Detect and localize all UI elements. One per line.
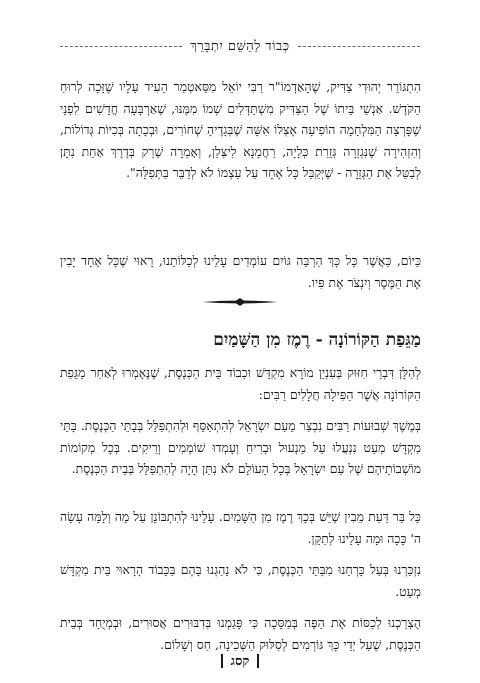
header-rule-right xyxy=(298,46,420,47)
page-footer xyxy=(0,650,480,672)
running-header xyxy=(60,38,420,54)
paragraph-lesson: כַּיּוֹם, כַּאֲשֶׁר כָּל כָּךְ הַרְבֵּה גּוֹיִם עוֹמְדִים עָלֵינוּ לְכַלּוֹתֵנוּ, רָאוּי שֶׁכָּל אֶחָד יָבִין אֶת הַמֶּסֶר וְיִנְצֹר אֶת פִּיו. xyxy=(60,253,421,290)
footer-bar-right xyxy=(257,654,259,668)
paragraph-masks: הֻצְרַכְנוּ לְכַסּוֹת אֶת הַפֶּה בְּמַסֵּכָה כִּי פָּגַמְנוּ בְּדִבּוּרִים אֲסוּרִים, וּבְמְיֻחָד בְּבֵית הַכְּנֶסֶת, שֶׁעַל יְדֵי כָּךְ גּוֹרְמִים לְסִלּוּק הַשְּׁכִינָה, חַס וְשָׁלוֹם. xyxy=(60,615,421,652)
running-title: כְּבוֹד לַהַשֵּׁם יִתְבָּרֵךְ xyxy=(190,39,290,54)
page-number: קסג xyxy=(230,654,250,669)
paragraph-intro: לְהַלָּן דִּבְרֵי חִזּוּק בְּעִנְיַן מוֹרָא מִקְדָּשׁ וּכְבוֹד בֵּית הַכְּנֶסֶת, שֶׁנֶּאֶמְרוּ לְאַחַר מַגֵּפַת הַקּוֹרוֹנָה אֲשֶׁר הַפִּילָה חֲלָלִים רַבִּים: xyxy=(60,365,421,402)
footer-bar-left xyxy=(221,654,223,668)
paragraph-story: הִתְגּוֹרֵר יְהוּדִי צַדִּיק, שֶׁהָאַדְמוֹ"ר רַבִּי יוֹאֵל מִסַּאטְמַר הֵעִיד עָלָיו שֶׁזָּכָה לְרוּחַ הַקֹּדֶשׁ. אַנְשֵׁי בֵּיתוֹ שֶׁל הַצַּדִּיק מִשְׁתַּדְּלִים שְׁמוֹ מִמֶּנּוּ, שֶׁאַרְבָּעָה חֳדָשִׁים לִפְנֵי שֶׁפָּרְצָה הַמִּלְחָמָה הוֹפִיעָה אֶצְלוֹ אִשָּׁה שֶׁבְּגָדֶיהָ שְׁחוֹרִים, וּבְכָתָה בְּכִיּוֹת גְּדוֹלוֹת, וְהִזְהִירָה שֶׁנִּגְזְרָה גְּזֵרַת כְּלָיָה, רַחֲמָנָא לִיצְּלַן, וְאָמְרָה שֶׁרַק בְּדֶרֶךְ אַחַת נִתָּן לְבַטֵּל אֶת הַגְּזֵרָה - שֶׁיְּקַבֵּל כָּל אֶחָד עַל עַצְמוֹ לֹא לְדַבֵּר בַּתְּפִלָּה". xyxy=(60,79,421,181)
paragraph-respect: נִזְכַּרְנוּ בְּעַל כָּרְחֵנוּ מִבָּתֵּי הַכְּנֶסֶת, כִּי לֹא נָהַגְנוּ בָּהֶם בַּכָּבוֹד הָרָאוּי בֵּית מִקְדָּשׁ מְעַט. xyxy=(60,562,421,599)
section-divider-ornament xyxy=(200,296,280,308)
section-title: מַגֵּפַת הַקּוֹרוֹנָה - רֶמֶז מִן הַשָּׁמַיִם xyxy=(213,330,421,351)
header-rule-left xyxy=(60,46,182,47)
paragraph-heavenly-hint: כָּל בַּר דַּעַת מֵבִין שֶׁיֵּשׁ בְּכָךְ רֶמֶז מִן הַשָּׁמַיִם. עָלֵינוּ לְהִתְבּוֹנֵן עַל מָה וְלָמָּה עָשָׂה ה' כָּכָה וּמָה עָלֵינוּ לְתַקֵּן. xyxy=(60,509,421,546)
paragraph-closed-synagogues: בְּמֶשֶׁךְ שְׁבוּעוֹת רַבִּים נִבְצַר מֵעַם יִשְׂרָאֵל לְהִתְאַסֵּף וּלְהִתְפַּלֵּל בְּבָתֵּי הַכְּנֶסֶת. בָּתֵּי מִקְדָּשׁ מְעַט נִנְעֲלוּ עַל מַנְעוּל וּבְרִיחַ וְעָמְדוּ שׁוֹמְמִים וְרֵיקִים. בְּכָל מְקוֹמוֹת מוֹשְׁבוֹתֵיהֶם שֶׁל עַם יִשְׂרָאֵל בְּכָל הָעוֹלָם לֹא נִתַּן הָיָה לְהִתְפַּלֵּל בְּבֵית הַכְּנֶסֶת. xyxy=(60,418,421,477)
